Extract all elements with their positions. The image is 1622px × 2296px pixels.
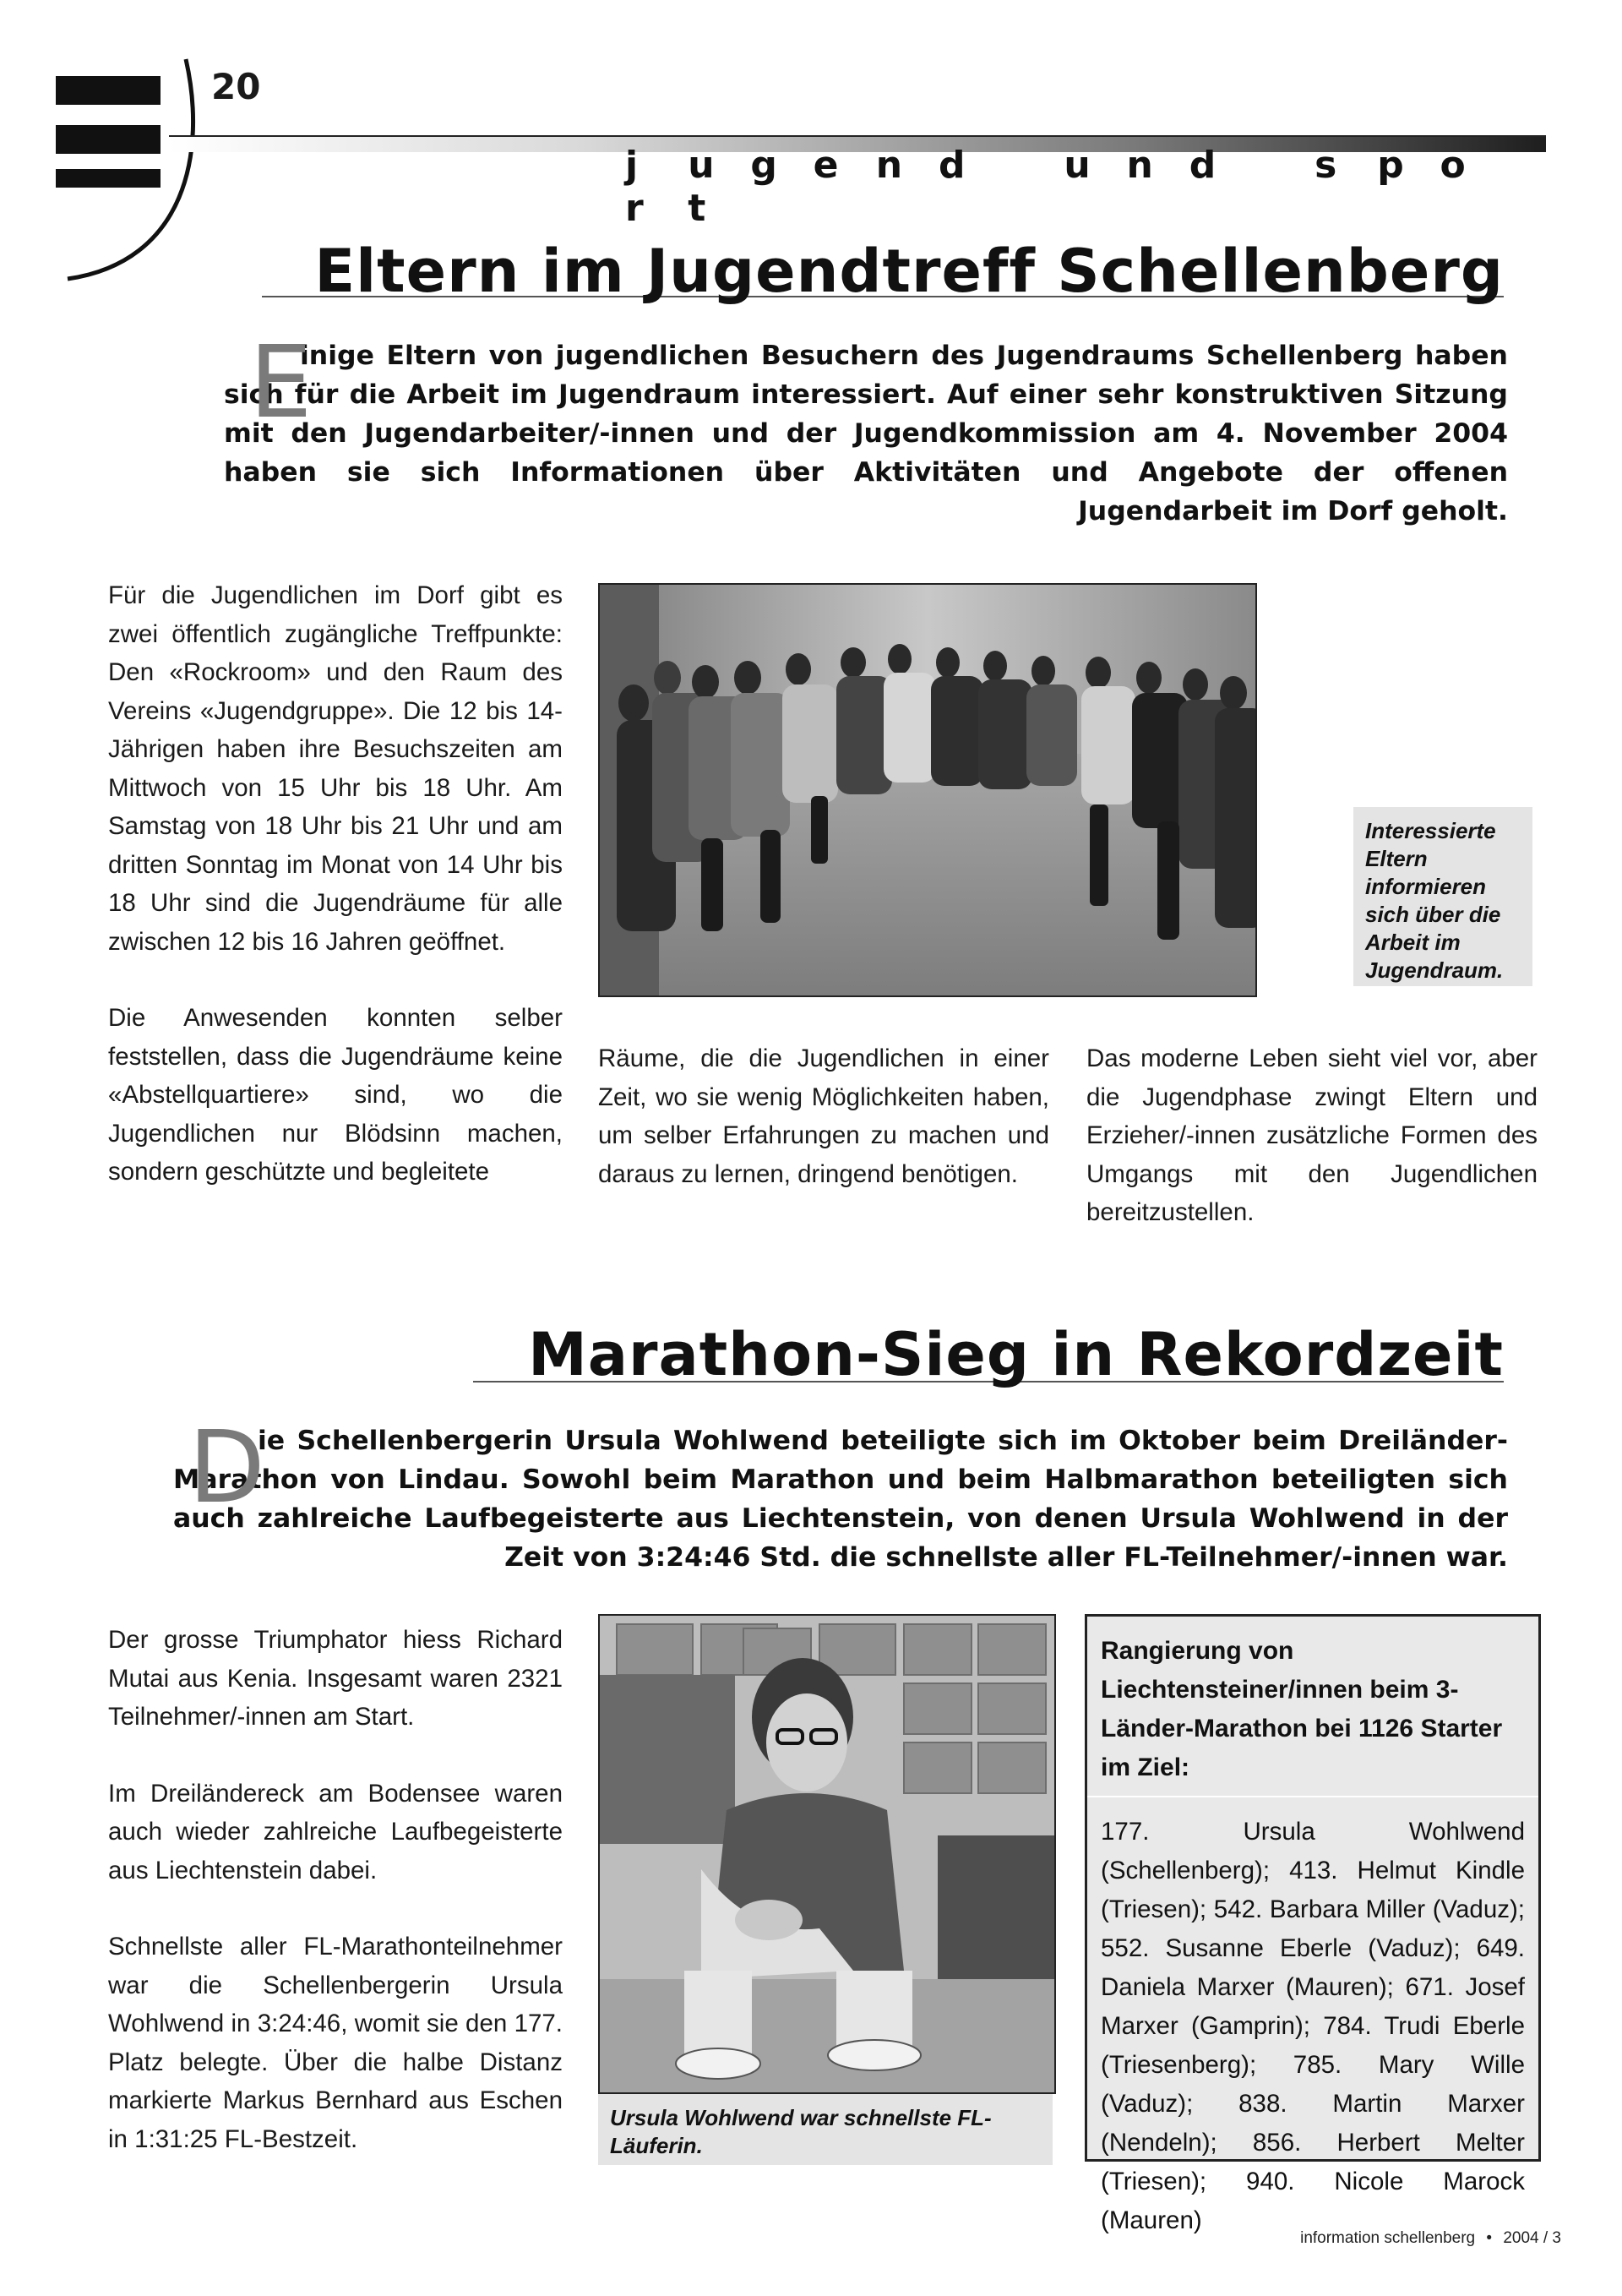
article1-column-2 bbox=[598, 1039, 1049, 1231]
article2-headline: Marathon-Sieg in Rekordzeit bbox=[528, 1320, 1504, 1389]
ranking-list: 177. Ursula Wohlwend (Schellenberg); 413. Helmut Kindle (Triesen); 542. Barbara Miller (Vaduz); 552. Susanne Eberle (Vaduz); 649. Daniela Marxer (Mauren); 671. Josef Marxer (Gamprin); 784. Trudi Eberle (Triesenberg); 785. Mary Wille (Vaduz); 838. Martin Marxer (Nendeln); 856. Herbert Melter (Triesen); 940. Nicole Marock (Mauren) bbox=[1101, 1818, 1525, 2234]
article1-dropcap: E bbox=[249, 324, 313, 440]
section-letter: n bbox=[1126, 144, 1154, 187]
paragraph: Das moderne Leben sieht viel vor, aber die Jugendphase zwingt Eltern und Erzieher/-innen zusätzliche Formen des Umgangs mit den Jugendlichen bereitzustellen. bbox=[1086, 1044, 1538, 1226]
ranking-box bbox=[1085, 1614, 1541, 2234]
footer-separator: • bbox=[1486, 2229, 1493, 2247]
paragraph: Schnellste aller FL-Marathonteilnehmer war die Schellenbergerin Ursula Wohlwend in 3:24:46, womit sie den 177. Platz belegte. Über die halbe Distanz markierte Markus Bernhard aus Eschen in 1:31:25 FL-Bestzeit. bbox=[108, 1933, 563, 2153]
footer-publication: information schellenberg bbox=[1300, 2229, 1476, 2247]
article1-photo-caption: Interessierte Eltern informieren sich über die Arbeit im Jugendraum. bbox=[1353, 807, 1532, 986]
page-number: 20 bbox=[211, 66, 261, 107]
section-letter: d bbox=[938, 144, 966, 187]
section-letter: o bbox=[1440, 144, 1466, 187]
paragraph: Die Anwesenden konnten selber feststellen, dass die Jugendräume keine «Abstellquartiere» sind, wo die Jugendlichen nur Blödsinn machen, sondern geschützte und begleitete bbox=[108, 1004, 563, 1186]
article2-dropcap: D bbox=[188, 1409, 265, 1525]
paragraph: Räume, die die Jugendlichen in einer Zeit, wo sie wenig Möglichkeiten haben, um selber Erfahrungen zu machen und daraus zu lernen, dringend benötigen. bbox=[598, 1044, 1049, 1188]
paragraph: Im Dreiländereck am Bodensee waren auch wieder zahlreiche Laufbegeisterte aus Liechtenstein dabei. bbox=[108, 1779, 563, 1884]
paragraph: Für die Jugendlichen im Dorf gibt es zwei öffentlich zugängliche Treffpunkte: Den «Rockroom» und den Raum des Vereins «Jugendgruppe». Die 12 bis 14-Jährigen haben ihre Besuchszeiten am Mittwoch von 15 Uhr bis 18 Uhr. Am Samstag von 18 Uhr bis 21 Uhr und am dritten Sonntag im Monat von 14 Uhr bis 18 Uhr sind die Jugendräume für alle zwischen 12 bis 16 Jahren geöffnet. bbox=[108, 581, 563, 956]
article2-lead-text: ie Schellenbergerin Ursula Wohlwend beteiligte sich im Oktober beim Dreiländer-Marathon von Lindau. Sowohl beim Marathon und beim Halbmarathon beteiligten sich auch zahlreiche Laufbegeisterte aus Liechtenstein, von denen Ursula Wohlwend in der Zeit von 3:24:46 Std. die schnellste aller FL-Teilnehmer/-innen war. bbox=[173, 1426, 1508, 1573]
article1-lead bbox=[224, 324, 1508, 526]
footer-issue: 2004 / 3 bbox=[1503, 2229, 1561, 2247]
article1-photo bbox=[598, 583, 1257, 997]
article2-photo bbox=[598, 1614, 1056, 2094]
section-letter: t bbox=[688, 187, 706, 230]
group-meeting-photo bbox=[600, 585, 1255, 995]
section-letter: d bbox=[1189, 144, 1216, 187]
section-label bbox=[625, 144, 1554, 230]
logo-swoosh-icon bbox=[59, 51, 203, 287]
article2-column-1 bbox=[108, 1621, 563, 2196]
article1-column-3 bbox=[1086, 1039, 1538, 1270]
section-letter: s bbox=[1314, 144, 1337, 187]
article1-lead-text: inige Eltern von jugendlichen Besuchern des Jugendraums Schellenberg haben sich für die Arbeit im Jugendraum interessiert. Auf einer sehr konstruktiven Sitzung mit den Jugendarbeiter/-innen und der Jugendkommission am 4. November 2004 haben sie sich Informationen über Aktivitäten und Angebote der offenen Jugendarbeit im Dorf geholt. bbox=[224, 341, 1508, 526]
article2-photo-caption: Ursula Wohlwend war schnellste FL-Läuferin. bbox=[598, 2094, 1053, 2165]
article1-column-1 bbox=[108, 576, 563, 1230]
section-letter: p bbox=[1377, 144, 1404, 187]
section-letter: r bbox=[625, 187, 644, 230]
section-letter: g bbox=[750, 144, 778, 187]
footer bbox=[1300, 2229, 1561, 2248]
section-letter: n bbox=[875, 144, 903, 187]
runner-portrait-photo bbox=[600, 1616, 1054, 2092]
paragraph: Der grosse Triumphator hiess Richard Mutai aus Kenia. Insgesamt waren 2321 Teilnehmer/-innen am Start. bbox=[108, 1626, 563, 1731]
section-letter: e bbox=[813, 144, 839, 187]
ranking-title: Rangierung von Liechtensteiner/innen beim 3-Länder-Marathon bei 1126 Starter im Ziel: bbox=[1087, 1617, 1538, 1797]
section-letter: j bbox=[625, 144, 639, 187]
article2-lead bbox=[173, 1409, 1508, 1590]
section-letter: u bbox=[688, 144, 715, 187]
section-letter: u bbox=[1064, 144, 1091, 187]
article1-headline: Eltern im Jugendtreff Schellenberg bbox=[314, 237, 1504, 306]
